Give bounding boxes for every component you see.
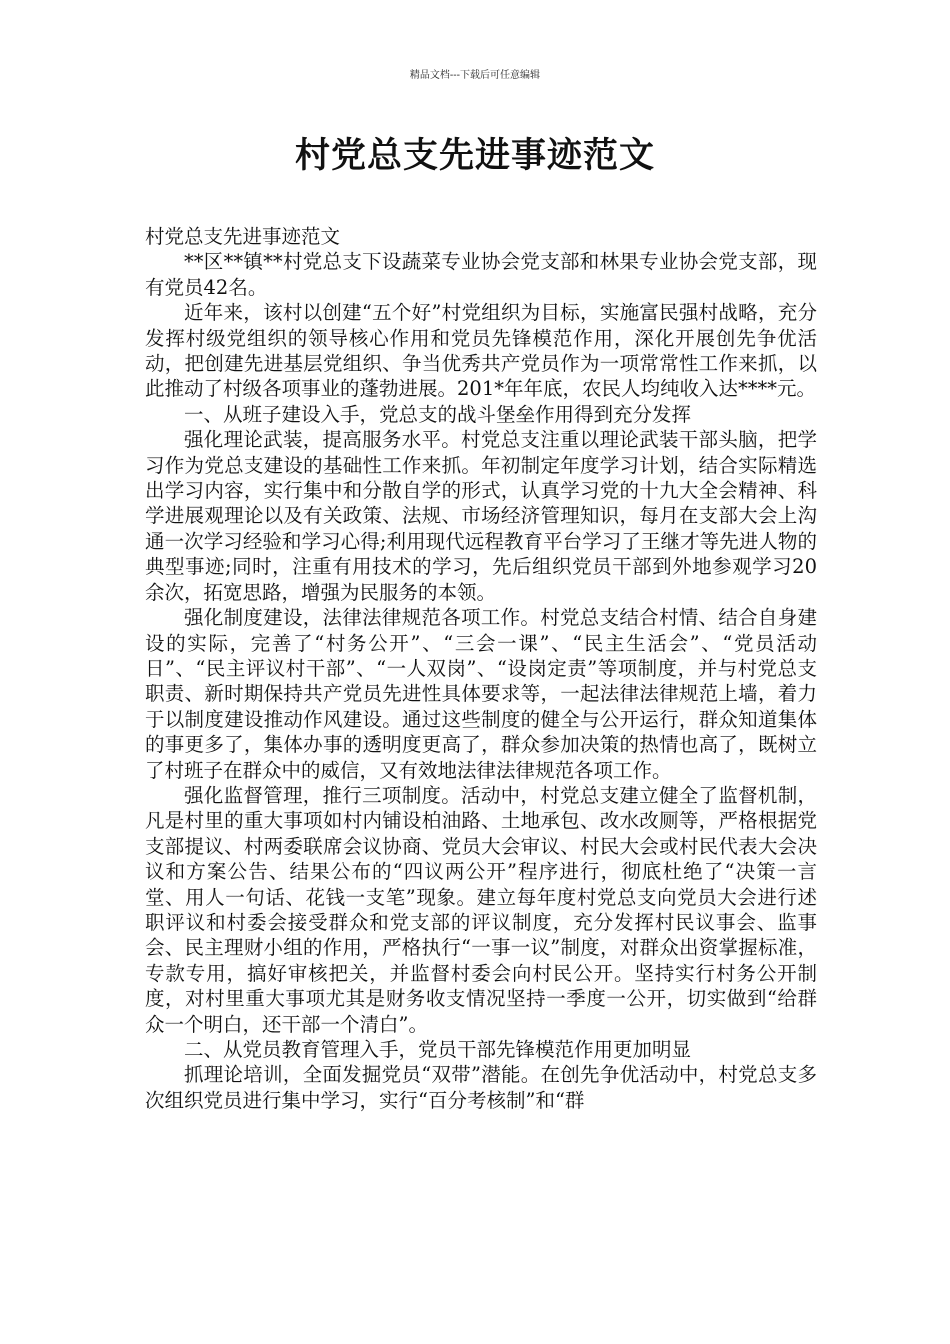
document-title: 村党总支先进事迹范文 — [294, 135, 655, 176]
body-paragraph: 近年来，该村以创建“五个好”村党组织为目标，实施富民强村战略，充分发挥村级党组织的领导核心作用和党员先锋模范作用，深化开展创先争优活动，把创建先进基层党组织、争当优秀共产党员作为一项常常性工作来抓，以此推动了村级各项事业的蓬勃进展。201*年年底，农民人均纯收入达****元。 — [145, 301, 817, 401]
body-paragraph: 强化监督管理，推行三项制度。活动中，村党总支建立健全了监督机制，凡是村里的重大事项如村内铺设柏油路、土地承包、改水改厕等，严格根据党支部提议、村两委联席会议协商、党员大会审议、村民大会或村民代表大会决议和方案公告、结果公布的“四议两公开”程序进行，彻底杜绝了“决策一言堂、用人一句话、花钱一支笔”现象。建立每年度村党总支向党员大会进行述职评议和村委会接受群众和党支部的评议制度，充分发挥村民议事会、监事会、民主理财小组的作用，严格执行“一事一议”制度，对群众出资掌握标准，专款专用，搞好审核把关，并监督村委会向村民公开。坚持实行村务公开制度，对村里重大事项尤其是财务收支情况坚持一季度一公开，切实做到“给群众一个明白，还干部一个清白”。 — [145, 783, 817, 1036]
body-paragraph: 抓理论培训，全面发掘党员“双带”潜能。在创先争优活动中，村党总支多次组织党员进行集中学习，实行“百分考核制”和“群 — [145, 1063, 817, 1112]
body-paragraph: 强化理论武装，提高服务水平。村党总支注重以理论武装干部头脑，把学习作为党总支建设的基础性工作来抓。年初制定年度学习计划，结合实际精选出学习内容，实行集中和分散自学的形式，认真学习党的十九大全会精神、科学进展观理论以及有关政策、法规、市场经济管理知识，每月在支部大会上沟通一次学习经验和学习心得;利用现代远程教育平台学习了王继才等先进人物的典型事迹;同时，注重有用技术的学习，先后组织党员干部到外地参观学习20余次，拓宽思路，增强为民服务的本领。 — [145, 428, 817, 604]
document-body — [145, 224, 817, 1113]
section-heading: 一、从班子建设入手，党总支的战斗堡垒作用得到充分发挥 — [184, 402, 692, 426]
body-paragraph: 村党总支先进事迹范文 — [145, 225, 341, 248]
body-paragraph: 强化制度建设，法律法律规范各项工作。村党总支结合村情、结合自身建设的实际，完善了“村务公开”、“三会一课”、“民主生活会”、“党员活动日”、“民主评议村干部”、“一人双岗”、“设岗定责”等项制度，并与村党总支职责、新时期保持共产党员先进性具体要求等，一起法律法律规范上墙，着力于以制度建设推动作风建设。通过这些制度的健全与公开运行，群众知道集体的事更多了，集体办事的透明度更高了，群众参加决策的热情也高了，既树立了村班子在群众中的威信，又有效地法律法律规范各项工作。 — [145, 606, 817, 782]
header-note: 精品文档---下载后可任意编辑 — [409, 70, 541, 81]
body-paragraph: **区**镇**村党总支下设蔬菜专业协会党支部和林果专业协会党支部，现有党员42名。 — [145, 250, 817, 299]
section-heading: 二、从党员教育管理入手，党员干部先锋模范作用更加明显 — [184, 1038, 692, 1061]
